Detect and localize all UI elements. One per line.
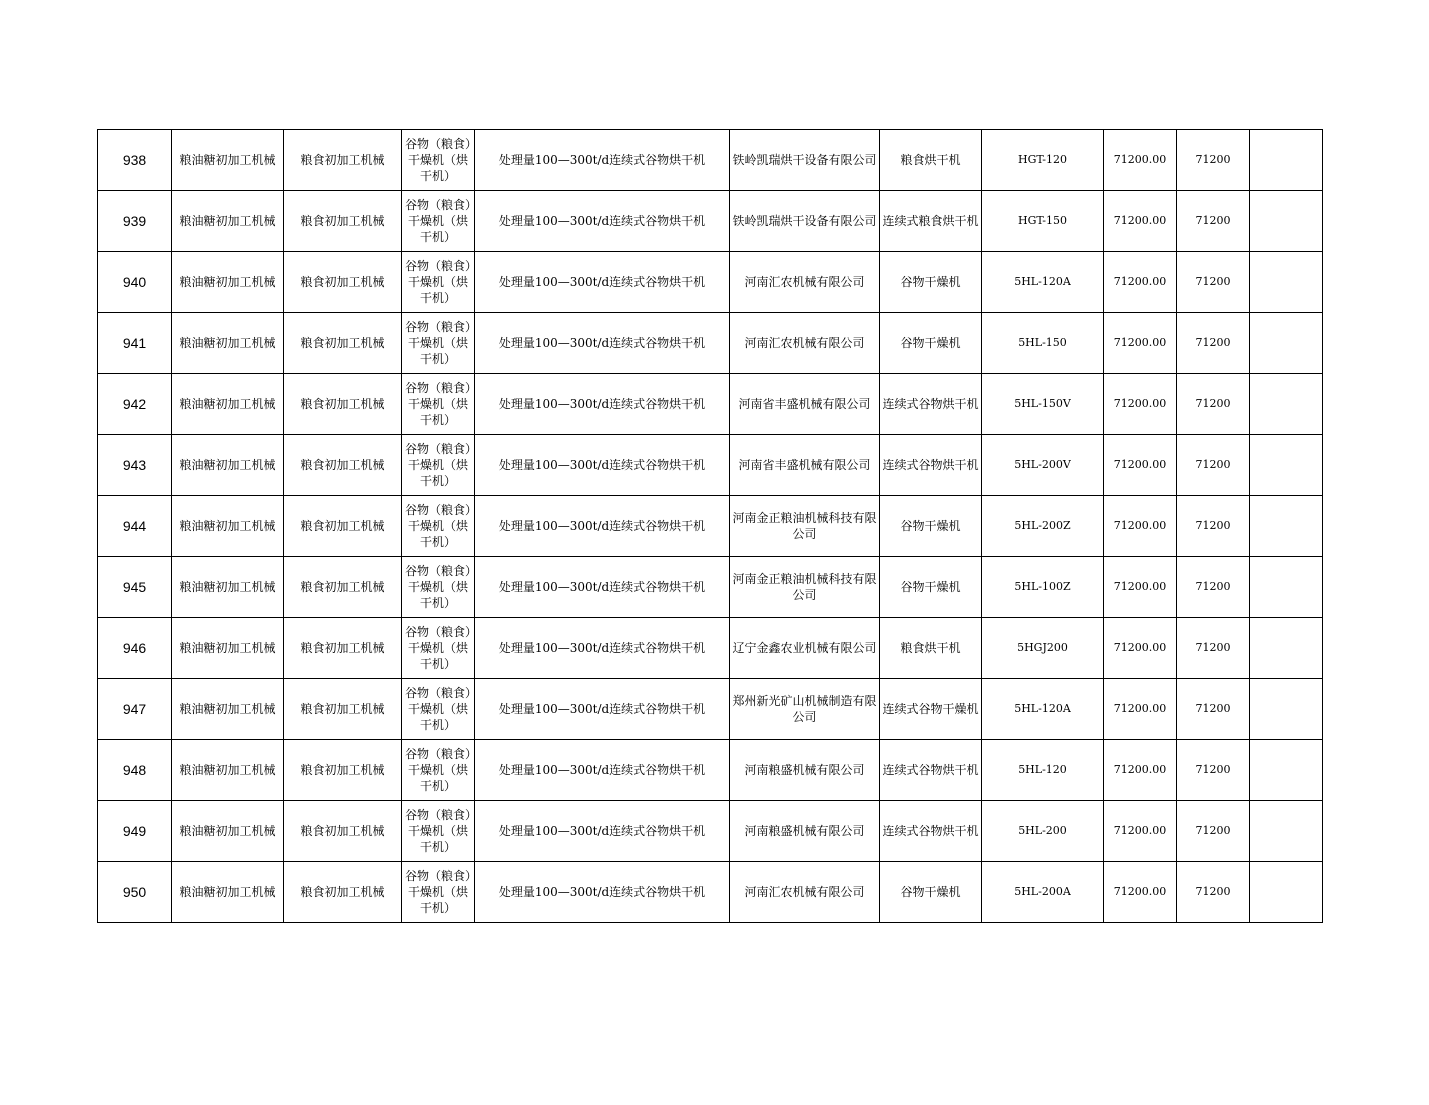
model-number-cell: 5HL-120A [982,252,1104,313]
category-level2-cell: 粮食初加工机械 [284,679,402,740]
category-level1-cell: 粮油糖初加工机械 [172,557,284,618]
subsidy-price-cell: 71200.00 [1104,557,1177,618]
table-row [98,557,1323,618]
remark-cell [1250,435,1323,496]
table-row [98,252,1323,313]
subsidy-price-cell: 71200.00 [1104,740,1177,801]
subsidy-amount-cell: 71200 [1177,618,1250,679]
category-level2-cell: 粮食初加工机械 [284,618,402,679]
spec-grade-cell: 处理量100—300t/d连续式谷物烘干机 [475,252,730,313]
manufacturer-cell: 河南省丰盛机械有限公司 [730,374,880,435]
row-number-cell: 944 [98,496,172,557]
category-level3-cell: 谷物（粮食）干燥机（烘干机） [402,496,475,557]
category-level3-cell: 谷物（粮食）干燥机（烘干机） [402,252,475,313]
remark-cell [1250,496,1323,557]
subsidy-amount-cell: 71200 [1177,374,1250,435]
spec-grade-cell: 处理量100—300t/d连续式谷物烘干机 [475,130,730,191]
category-level1-cell: 粮油糖初加工机械 [172,252,284,313]
row-number-cell: 941 [98,313,172,374]
category-level2-cell: 粮食初加工机械 [284,862,402,923]
category-level1-cell: 粮油糖初加工机械 [172,313,284,374]
category-level3-cell: 谷物（粮食）干燥机（烘干机） [402,557,475,618]
subsidy-price-cell: 71200.00 [1104,801,1177,862]
table-row [98,801,1323,862]
product-name-cell: 连续式谷物干燥机 [880,679,982,740]
manufacturer-cell: 河南粮盛机械有限公司 [730,801,880,862]
row-number-cell: 942 [98,374,172,435]
subsidy-price-cell: 71200.00 [1104,862,1177,923]
spec-grade-cell: 处理量100—300t/d连续式谷物烘干机 [475,862,730,923]
remark-cell [1250,618,1323,679]
spec-grade-cell: 处理量100—300t/d连续式谷物烘干机 [475,496,730,557]
subsidy-amount-cell: 71200 [1177,801,1250,862]
category-level3-cell: 谷物（粮食）干燥机（烘干机） [402,801,475,862]
remark-cell [1250,679,1323,740]
table-row [98,191,1323,252]
category-level1-cell: 粮油糖初加工机械 [172,862,284,923]
table-row [98,618,1323,679]
manufacturer-cell: 河南金正粮油机械科技有限公司 [730,557,880,618]
category-level3-cell: 谷物（粮食）干燥机（烘干机） [402,313,475,374]
row-number-cell: 939 [98,191,172,252]
manufacturer-cell: 铁岭凯瑞烘干设备有限公司 [730,191,880,252]
category-level3-cell: 谷物（粮食）干燥机（烘干机） [402,374,475,435]
spec-grade-cell: 处理量100—300t/d连续式谷物烘干机 [475,740,730,801]
subsidy-price-cell: 71200.00 [1104,191,1177,252]
model-number-cell: 5HL-100Z [982,557,1104,618]
category-level1-cell: 粮油糖初加工机械 [172,618,284,679]
subsidy-amount-cell: 71200 [1177,740,1250,801]
table-row [98,374,1323,435]
table-row [98,313,1323,374]
product-name-cell: 连续式粮食烘干机 [880,191,982,252]
spec-grade-cell: 处理量100—300t/d连续式谷物烘干机 [475,679,730,740]
category-level3-cell: 谷物（粮食）干燥机（烘干机） [402,679,475,740]
category-level1-cell: 粮油糖初加工机械 [172,191,284,252]
subsidy-price-cell: 71200.00 [1104,374,1177,435]
subsidy-price-cell: 71200.00 [1104,313,1177,374]
category-level2-cell: 粮食初加工机械 [284,130,402,191]
table-row [98,862,1323,923]
model-number-cell: 5HGJ200 [982,618,1104,679]
table-row [98,740,1323,801]
category-level3-cell: 谷物（粮食）干燥机（烘干机） [402,862,475,923]
row-number-cell: 940 [98,252,172,313]
subsidy-amount-cell: 71200 [1177,496,1250,557]
subsidy-amount-cell: 71200 [1177,557,1250,618]
manufacturer-cell: 河南汇农机械有限公司 [730,252,880,313]
category-level2-cell: 粮食初加工机械 [284,252,402,313]
subsidy-price-cell: 71200.00 [1104,496,1177,557]
row-number-cell: 950 [98,862,172,923]
category-level1-cell: 粮油糖初加工机械 [172,130,284,191]
category-level1-cell: 粮油糖初加工机械 [172,496,284,557]
subsidy-amount-cell: 71200 [1177,435,1250,496]
product-name-cell: 连续式谷物烘干机 [880,374,982,435]
category-level2-cell: 粮食初加工机械 [284,313,402,374]
category-level2-cell: 粮食初加工机械 [284,557,402,618]
subsidy-amount-cell: 71200 [1177,130,1250,191]
model-number-cell: 5HL-200 [982,801,1104,862]
row-number-cell: 943 [98,435,172,496]
remark-cell [1250,374,1323,435]
spec-grade-cell: 处理量100—300t/d连续式谷物烘干机 [475,374,730,435]
row-number-cell: 946 [98,618,172,679]
row-number-cell: 938 [98,130,172,191]
model-number-cell: 5HL-120A [982,679,1104,740]
product-name-cell: 粮食烘干机 [880,618,982,679]
product-name-cell: 连续式谷物烘干机 [880,801,982,862]
product-name-cell: 粮食烘干机 [880,130,982,191]
subsidy-amount-cell: 71200 [1177,313,1250,374]
category-level1-cell: 粮油糖初加工机械 [172,679,284,740]
manufacturer-cell: 河南汇农机械有限公司 [730,862,880,923]
category-level1-cell: 粮油糖初加工机械 [172,435,284,496]
model-number-cell: HGT-150 [982,191,1104,252]
spec-grade-cell: 处理量100—300t/d连续式谷物烘干机 [475,557,730,618]
table-row [98,435,1323,496]
category-level2-cell: 粮食初加工机械 [284,496,402,557]
remark-cell [1250,252,1323,313]
model-number-cell: HGT-120 [982,130,1104,191]
category-level2-cell: 粮食初加工机械 [284,801,402,862]
category-level2-cell: 粮食初加工机械 [284,374,402,435]
category-level3-cell: 谷物（粮食）干燥机（烘干机） [402,130,475,191]
table-row [98,679,1323,740]
manufacturer-cell: 河南金正粮油机械科技有限公司 [730,496,880,557]
category-level3-cell: 谷物（粮食）干燥机（烘干机） [402,435,475,496]
manufacturer-cell: 郑州新光矿山机械制造有限公司 [730,679,880,740]
subsidy-amount-cell: 71200 [1177,862,1250,923]
subsidy-price-cell: 71200.00 [1104,130,1177,191]
category-level1-cell: 粮油糖初加工机械 [172,740,284,801]
spec-grade-cell: 处理量100—300t/d连续式谷物烘干机 [475,313,730,374]
product-name-cell: 谷物干燥机 [880,557,982,618]
product-name-cell: 谷物干燥机 [880,313,982,374]
subsidy-amount-cell: 71200 [1177,191,1250,252]
row-number-cell: 945 [98,557,172,618]
spec-grade-cell: 处理量100—300t/d连续式谷物烘干机 [475,435,730,496]
subsidy-amount-cell: 71200 [1177,679,1250,740]
manufacturer-cell: 铁岭凯瑞烘干设备有限公司 [730,130,880,191]
table-row [98,130,1323,191]
category-level3-cell: 谷物（粮食）干燥机（烘干机） [402,740,475,801]
subsidy-table [97,129,1323,923]
product-name-cell: 谷物干燥机 [880,862,982,923]
subsidy-price-cell: 71200.00 [1104,435,1177,496]
category-level3-cell: 谷物（粮食）干燥机（烘干机） [402,191,475,252]
remark-cell [1250,557,1323,618]
category-level3-cell: 谷物（粮食）干燥机（烘干机） [402,618,475,679]
model-number-cell: 5HL-200A [982,862,1104,923]
table-body [98,130,1323,923]
category-level2-cell: 粮食初加工机械 [284,191,402,252]
remark-cell [1250,740,1323,801]
category-level2-cell: 粮食初加工机械 [284,435,402,496]
table-row [98,496,1323,557]
manufacturer-cell: 河南省丰盛机械有限公司 [730,435,880,496]
model-number-cell: 5HL-200Z [982,496,1104,557]
spec-grade-cell: 处理量100—300t/d连续式谷物烘干机 [475,801,730,862]
subsidy-amount-cell: 71200 [1177,252,1250,313]
manufacturer-cell: 河南汇农机械有限公司 [730,313,880,374]
model-number-cell: 5HL-150V [982,374,1104,435]
product-name-cell: 谷物干燥机 [880,252,982,313]
model-number-cell: 5HL-150 [982,313,1104,374]
product-name-cell: 谷物干燥机 [880,496,982,557]
row-number-cell: 947 [98,679,172,740]
remark-cell [1250,862,1323,923]
subsidy-price-cell: 71200.00 [1104,618,1177,679]
manufacturer-cell: 辽宁金鑫农业机械有限公司 [730,618,880,679]
subsidy-price-cell: 71200.00 [1104,252,1177,313]
product-name-cell: 连续式谷物烘干机 [880,740,982,801]
remark-cell [1250,191,1323,252]
model-number-cell: 5HL-120 [982,740,1104,801]
remark-cell [1250,313,1323,374]
manufacturer-cell: 河南粮盛机械有限公司 [730,740,880,801]
remark-cell [1250,130,1323,191]
subsidy-price-cell: 71200.00 [1104,679,1177,740]
category-level1-cell: 粮油糖初加工机械 [172,801,284,862]
spec-grade-cell: 处理量100—300t/d连续式谷物烘干机 [475,191,730,252]
category-level1-cell: 粮油糖初加工机械 [172,374,284,435]
row-number-cell: 949 [98,801,172,862]
spec-grade-cell: 处理量100—300t/d连续式谷物烘干机 [475,618,730,679]
model-number-cell: 5HL-200V [982,435,1104,496]
remark-cell [1250,801,1323,862]
row-number-cell: 948 [98,740,172,801]
product-name-cell: 连续式谷物烘干机 [880,435,982,496]
category-level2-cell: 粮食初加工机械 [284,740,402,801]
